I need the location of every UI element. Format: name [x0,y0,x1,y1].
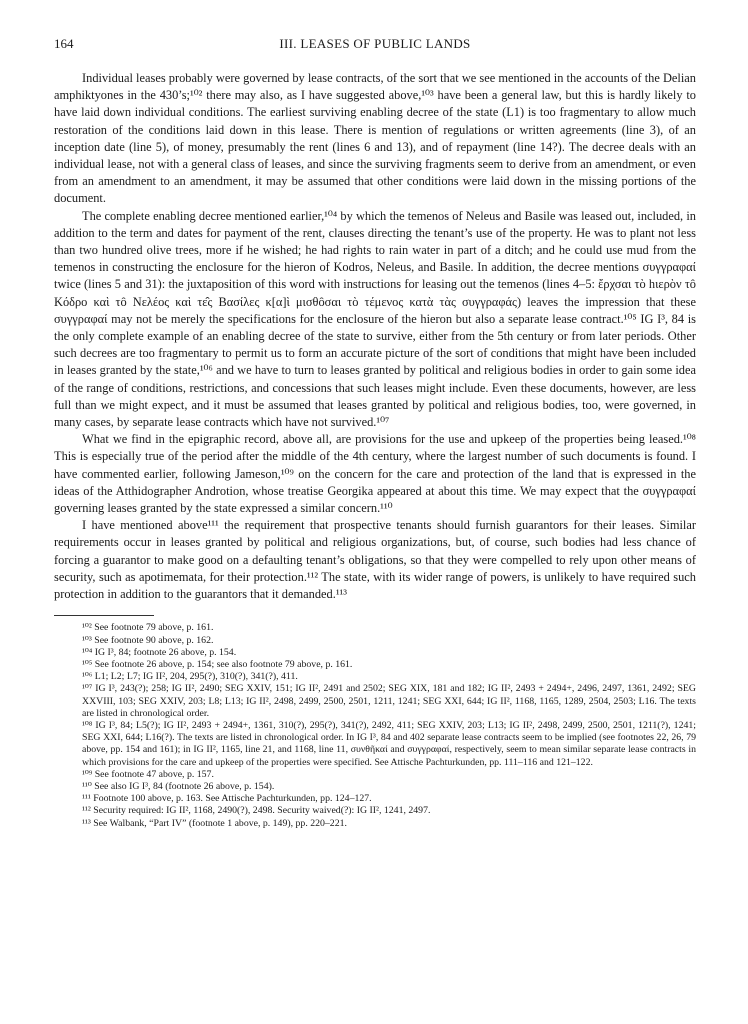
page-header [54,36,696,56]
footnote: ¹⁰⁷ IG I³, 243(?); 258; IG II², 2490; SEG XXIV, 151; IG II², 2491 and 2502; SEG XIX, 181 and 182; IG II², 2493 + 2494+, 2496, 2497, 1361, 2492; SEG XXVIII, 103; SEG XXIV, 203; L8; L13; IG II², 2498, 2499, 2500, 2501, 1211, 1241; SEG XXI, 644; IG II², 1168, 1165, 1289, 2504, 2503; L16. The texts are listed in chronological order. [82,683,696,719]
running-head: III. LEASES OF PUBLIC LANDS [279,36,471,51]
body-text [54,70,696,603]
footnote: ¹¹² Security required: IG II², 1168, 2490(?), 2498. Security waived(?): IG II², 1241, 2497. [82,805,431,817]
footnote: ¹⁰⁵ See footnote 26 above, p. 154; see also footnote 79 above, p. 161. [82,658,353,670]
paragraph: Individual leases probably were governed by lease contracts, of the sort that we see mentioned in the accounts of the Delian amphiktyones in the 430’s;¹⁰² there may also, as I have suggested above,¹⁰³ have been a general law, but this is hardly likely to have laid down individual conditions. The earliest surviving enabling decree of the state (L1) is too fragmentary to allow much restoration of the conditions laid down in this lease. There is mention of regulations or written agreements (line 3), of an inception date (line 5), of money, presumably the rent (lines 6 and 13), and of repayment (line 14?). The decree deals with an individual lease, not with a general class of leases, and since the surviving fragments seem to derive from an amendment, or even from an amendment to an amendment, it may be assumed that other conditions were laid down in the missing portions of the document. [54,71,696,206]
footnote: ¹¹¹ Footnote 100 above, p. 163. See Attische Pachturkunden, pp. 124–127. [82,793,372,805]
footnote: ¹⁰⁹ See footnote 47 above, p. 157. [82,768,214,780]
footnote: ¹⁰⁶ L1; L2; L7; IG II², 204, 295(?), 310(?), 341(?), 411. [82,671,298,683]
footnote-divider [54,615,154,616]
footnote: ¹⁰² See footnote 79 above, p. 161. [82,622,214,634]
page-number: 164 [54,36,74,51]
footnote: ¹¹⁰ See also IG I³, 84 (footnote 26 above, p. 154). [82,780,275,792]
paragraph: What we find in the epigraphic record, above all, are provisions for the use and upkeep of the properties being leased.¹⁰⁸ This is especially true of the period after the middle of the 4th century, where the largest number of such documents is found. I have commented earlier, following Jameson,¹⁰⁹ on the concern for the care and protection of the land that is expressed in the ideas of the Atthidographer Androtion, whose treatise Georgika appeared at about this time. We may expect that the συγγραφαί governing leases granted by the state expressed a similar concern.¹¹⁰ [54,432,696,516]
footnote: ¹⁰³ See footnote 90 above, p. 162. [82,634,214,646]
footnotes [54,622,696,829]
footnote: ¹⁰⁸ IG I³, 84; L5(?); IG II², 2493 + 2494+, 1361, 310(?), 295(?), 341(?), 2492, 411; SEG XXIV, 203; L13; IG II², 2498, 2499, 2500, 2501, 1211(?), 1241; SEG XXI, 644; L16(?). The texts are listed in chronological order. In IG I³, 84 and 402 separate lease contracts seem to be implied (see footnotes 22, 26, 79 above, pp. 154 and 161); in IG II², 1165, line 21, and 1168, line 11, συνθῆκαί and συγγραφαί, respectively, seem to mean similar separate lease contracts in which provisions for the care and upkeep of the properties were specified. See Attische Pachturkunden, pp. 111–116 and 121–122. [82,719,696,768]
paragraph: The complete enabling decree mentioned earlier,¹⁰⁴ by which the temenos of Neleus and Basile was leased out, included, in addition to the term and dates for payment of the rent, clauses directing the tenant’s use of the property. He was to plant not less than two hundred olive trees, more if he wished; he had rights to rain water in part of a ditch; and he could use mud from the temenos in constructing the enclosure for the hieron of Kodros, Neleus, and Basile. In addition, the decree mentions συγγραφαί twice (lines 5 and 31): the juxtaposition of this word with instructions for leasing out the temenos (lines 4–5: ἔρχσαι τὸ hιερὸν τô Κόδρο καὶ τô Νελέος καὶ τε̂ς Βασίλες κ[α]ὶ μισθôσαι τὸ τέμενος κατὰ τὰς συγγραφάς) leaves the impression that these συγγραφαί may not be merely the specifications for the enclosure of the hieron but also a separate lease contract.¹⁰⁵ IG I³, 84 is the only complete example of an enabling decree of the state to survive, either from the 5th century or from later periods. Other such decrees are too fragmentary to permit us to form an accurate picture of the sort of conditions that might have been included in leases granted by the state,¹⁰⁶ and we have to turn to leases granted by political and religious bodies in order to gain some idea of the range of conditions, restrictions, and concessions that such leases might include. Even these documents, however, are less full than we might expect, and it must be assumed that leases granted by political and religious bodies, too, were governed, in many cases, by separate lease contracts which have not survived.¹⁰⁷ [54,208,696,430]
footnote: ¹¹³ See Walbank, “Part IV” (footnote 1 above, p. 149), pp. 220–221. [82,817,347,829]
paragraph: I have mentioned above¹¹¹ the requirement that prospective tenants should furnish guarantors for their leases. Similar requirements occur in leases granted by political and religious organizations, but, of course, such bodies had less chance of forcing a guarantor to make good on a defaulting tenant’s obligations, so that they were compelled to rely upon other means of security, such as apotimemata, for their protection.¹¹² The state, with its wider range of powers, is unlikely to have required such protection in addition to the guarantors that it demanded.¹¹³ [54,518,696,602]
footnote: ¹⁰⁴ IG I³, 84; footnote 26 above, p. 154. [82,646,237,658]
